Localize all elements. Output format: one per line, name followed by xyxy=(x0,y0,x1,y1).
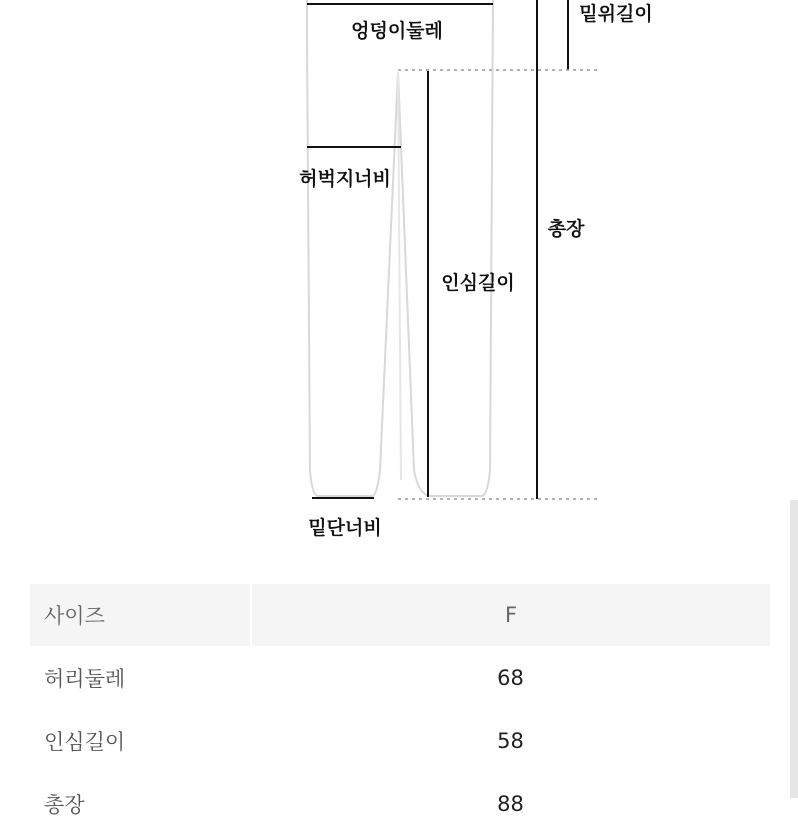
total-length-label: 총장 xyxy=(547,218,585,240)
hem-label: 밑단너비 xyxy=(308,517,382,539)
table-row xyxy=(30,709,770,772)
row-label-cell: 허리둘레 xyxy=(44,666,126,691)
header-label-cell: 사이즈 xyxy=(30,584,251,646)
row-label-cell: 인심길이 xyxy=(44,729,126,754)
row-value-cell: 88 xyxy=(497,791,524,816)
thigh-label: 허벅지너비 xyxy=(299,168,391,190)
size-table-header-row xyxy=(30,584,770,646)
hip-label: 엉덩이둘레 xyxy=(351,20,443,42)
row-value-cell: 58 xyxy=(497,728,524,753)
rise-label: 밑위길이 xyxy=(579,3,653,25)
row-value-cell: 68 xyxy=(497,665,524,690)
scrollbar[interactable] xyxy=(790,500,798,798)
size-table xyxy=(30,584,770,835)
header-value-cell: F xyxy=(251,584,770,646)
pants-outline xyxy=(307,0,493,496)
row-label-cell: 총장 xyxy=(44,792,85,817)
table-row xyxy=(30,772,770,835)
inseam-label: 인심길이 xyxy=(441,272,515,294)
table-row xyxy=(30,646,770,709)
